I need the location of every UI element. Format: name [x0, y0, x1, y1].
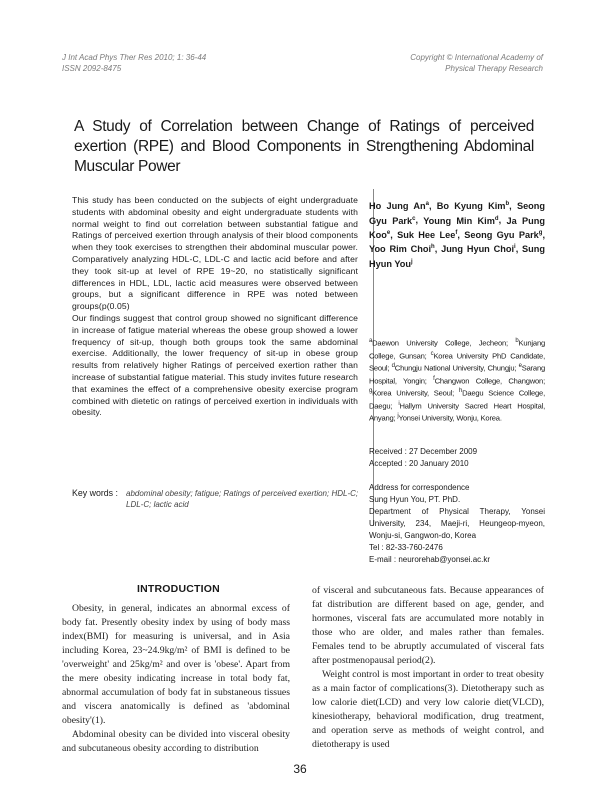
body-column-left — [62, 602, 290, 756]
author: Young Min Kim$^d$ — [423, 215, 499, 226]
affiliation: Chungju National University, Chungju; — [394, 363, 517, 373]
affiliation: Sarang Hospital, Yongin; — [369, 363, 545, 386]
affiliation: Daegu Science College, Daegu; — [369, 388, 545, 411]
affiliation: Korea University PhD Candidate, Seoul; — [369, 351, 545, 373]
author: Bo Kyung Kim$^b$ — [436, 201, 510, 212]
author: Ho Jung An$^a$ — [369, 201, 429, 212]
paper-title: A Study of Correlation between Change of Ratings of perceived exertion (RPE) and Blood Components in Strengthening Abdominal Muscular Power — [74, 118, 534, 175]
body-column-right — [312, 584, 544, 752]
affiliation: Changwon College, Changwon; — [434, 376, 545, 386]
correspondence-address: Department of Physical Therapy, Yonsei University, 234, Maeji-ri, Heungeop-myeon, Wonju-si, Gangwon-do, Korea — [369, 507, 545, 540]
author: Seong Gyu Park$^g$ — [464, 229, 543, 240]
affiliation: Yonsei University, Wonju, Korea. — [398, 413, 502, 423]
introduction-heading: INTRODUCTION — [137, 583, 220, 595]
keywords-label: Key words : — [72, 488, 118, 498]
author: Seong Gyu Park$^c$ — [369, 201, 546, 226]
correspondence — [369, 482, 545, 566]
abstract-paragraph-2: Our findings suggest that control group showed no significant difference in increase of fatigue material whereas the obese group showed a lower frequency of sit-up, though both groups took the same abdominal exercise. Additionally, the lower frequency of sit-up in obese group results from relatively higher Ratings of perceived exertion rather than increase of substantial fatigue material. This study invites future research that examines the effect of a comprehensive obesity exercise program combined with dietetic on ratings of perceived exertion in individuals with obesity. — [72, 312, 358, 418]
affiliation: Korea University, Seoul; — [372, 388, 455, 398]
affiliations: $^a$Daewon University College, Jecheon; $^b$Kunjang College, Gunsan; $^c$Korea University PhD Candidate, Seoul; $^d$Chungju National University, Chungju; $^e$Sarang Hospital, Yongin; $^f$Changwon College, Changwon; $^g$Korea University, Seoul; $^h$Daegu Science College, Daegu; $^i$Hallym University Sacred Heart Hospital, Anyang; $^j$Yonsei University, Wonju, Korea. — [369, 338, 545, 423]
author: Yoo Rim Choi$^h$ — [369, 244, 435, 255]
author: Jung Hyun Choi$^i$ — [441, 244, 516, 255]
correspondence-label: Address for correspondence — [369, 483, 470, 492]
page-number: 36 — [293, 762, 307, 776]
abstract — [72, 195, 358, 419]
article-dates — [369, 446, 545, 470]
copyright-line-1: Copyright © International Academy of — [410, 53, 543, 62]
author: Sung Hyun You$^j$ — [369, 244, 546, 269]
author: Suk Hee Lee$^f$ — [397, 229, 458, 240]
correspondence-tel: Tel : 82-33-760-2476 — [369, 543, 443, 552]
copyright-info — [360, 52, 543, 74]
accepted-date: Accepted : 20 January 2010 — [369, 459, 469, 468]
journal-info — [62, 52, 262, 74]
journal-citation: J Int Acad Phys Ther Res 2010; 1: 36-44 — [62, 53, 207, 62]
body-paragraph: Obesity, in general, indicates an abnormal excess of body fat. Presently obesity index by using of body mass index(BMI) for measuring is universal, and in Asia including Korea, 23~24.9kg/m² of BMI is defined to be 'overweight' and 25kg/m² and over is 'obese'. Apart from the mere obesity indicating increase in total body fat, abnormal accumulation of body fat in substaneous tissues and viscera anatomically is defined as 'abdominal obesity'(1). — [62, 603, 290, 726]
author-list: Ho Jung An$^a$, Bo Kyung Kim$^b$, Seong Gyu Park$^c$, Young Min Kim$^d$, Ja Pung Koo$^e$, Suk Hee Lee$^f$, Seong Gyu Park$^g$, Yoo Rim Choi$^h$, Jung Hyun Choi$^i$, Sung Hyun You$^j$ — [369, 201, 546, 269]
copyright-line-2: Physical Therapy Research — [445, 64, 543, 73]
body-paragraph: Abdominal obesity can be divided into visceral obesity and subcutaneous obesity according to distribution — [62, 729, 290, 754]
journal-issn: ISSN 2092-8475 — [62, 64, 122, 73]
received-date: Received : 27 December 2009 — [369, 447, 478, 456]
affiliation: Hallym University Sacred Heart Hospital, Anyang; — [369, 401, 545, 423]
body-paragraph: Weight control is most important in order to treat obesity as a main factor of complications(3). Dietotherapy such as low calorie diet(LCD) and very low calorie diet(VLCD), kinesiotherapy, behavioral modification, drug treatment, and operation serve as methods of weight control, and dietotherapy is used — [312, 669, 544, 750]
correspondence-email: E-mail : neurorehab@yonsei.ac.kr — [369, 555, 491, 564]
keywords-text: abdominal obesity; fatigue; Ratings of perceived exertion; HDL-C; LDL-C; lactic acid — [126, 489, 359, 509]
affiliation: Daewon University College, Jecheon; — [372, 338, 508, 348]
correspondence-name: Sung Hyun You, PT. PhD. — [369, 495, 461, 504]
abstract-paragraph-1: This study has been conducted on the subjects of eight undergraduate students with abdominal obesity and eight undergraduate students with normal weight to find out correlation between substantial fatigue and Ratings of perceived exertion through analysis of their blood components when they took exercises to strengthen their abdominal muscular power. Comparatively analyzing HDL-C, LDL-C and lactic acid before and after they took sit-up at level of RPE 19~20, no statistically significant differences in HDL, LDL, lactic acid measures were observed between groups, but a significant difference in RPE was noted between groups(p(0.05) — [72, 195, 358, 312]
affiliation: Kunjang College, Gunsan; — [369, 338, 545, 361]
author: Ja Pung Koo$^e$ — [369, 215, 545, 240]
body-paragraph: of visceral and subcutaneous fats. Because appearances of fat distribution are different based on age, gender, and hormones, visceral fats are accumulated more notably in those who are older, and males rather than females. Females tend to be abruptly accumulated of visceral fats after postmenopausal period(2). — [312, 585, 544, 666]
